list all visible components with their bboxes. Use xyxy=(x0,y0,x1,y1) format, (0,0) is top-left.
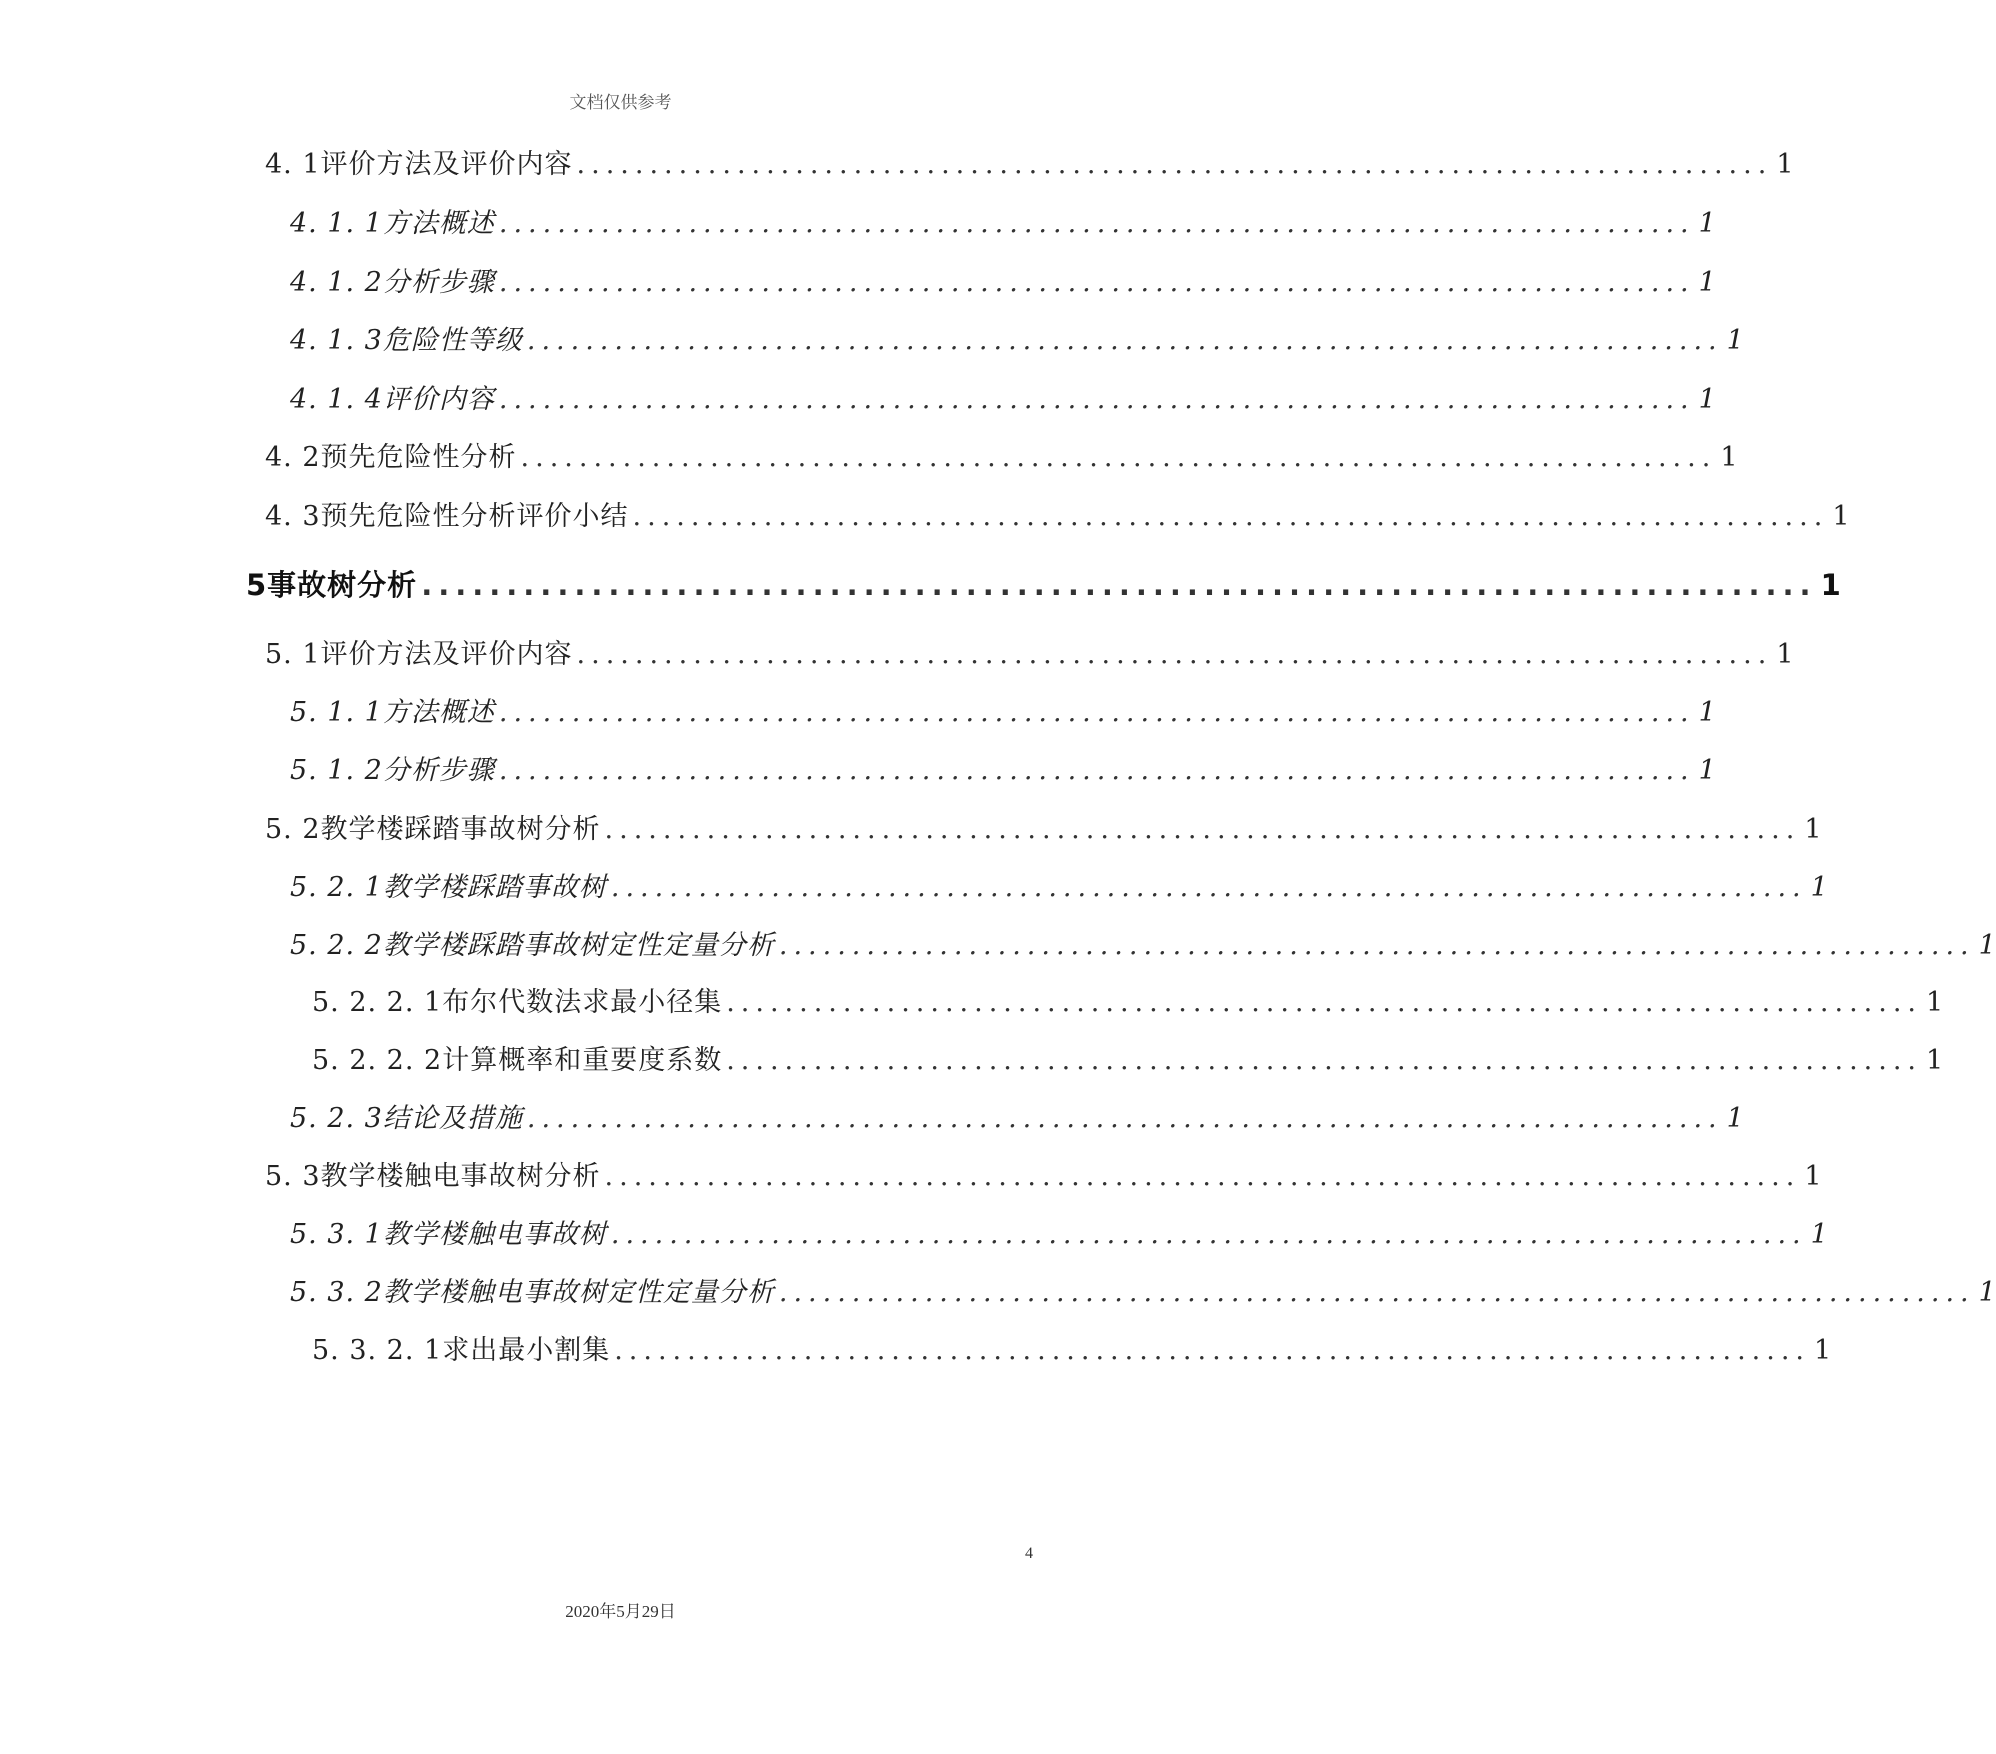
toc-entry-page: 1 xyxy=(1698,384,1716,415)
toc-entry-4-1-1[interactable] xyxy=(290,204,1716,244)
toc-entry-5-3-2-1[interactable] xyxy=(312,1331,1832,1371)
toc-entry-5-2-3[interactable] xyxy=(290,1099,1744,1139)
toc-dot-leader: .................................................................................. xyxy=(726,987,1922,1018)
toc-dot-leader: .................................................................................. xyxy=(576,639,1773,670)
toc-entry-label: 5. 1. 2分析步骤 xyxy=(290,755,495,786)
toc-dot-leader: .................................................................................. xyxy=(726,1045,1922,1076)
toc-dot-leader: .................................................................................. xyxy=(498,697,1695,728)
toc-dot-leader: .................................................................................. xyxy=(498,267,1695,298)
toc-entry-label: 5. 2. 2. 1布尔代数法求最小径集 xyxy=(312,987,723,1018)
page-footer-date: 2020年5月29日 xyxy=(565,1602,676,1621)
toc-dot-leader: .................................................................................. xyxy=(778,930,1975,961)
toc-entry-5-2-2-2[interactable] xyxy=(312,1041,1944,1081)
toc-dot-leader: .................................................................................. xyxy=(498,755,1695,786)
toc-dot-leader: .................................................................................. xyxy=(526,1103,1723,1134)
toc-entry-label: 4. 1. 2分析步骤 xyxy=(290,267,495,298)
toc-entry-5-2[interactable] xyxy=(265,810,1822,850)
toc-entry-5-2-2[interactable] xyxy=(290,926,1996,966)
toc-entry-5-3[interactable] xyxy=(265,1157,1822,1197)
toc-entry-page: 1 xyxy=(1926,987,1944,1018)
toc-entry-page: 1 xyxy=(1926,1045,1944,1076)
toc-entry-page: 1 xyxy=(1810,872,1828,903)
toc-entry-label: 4. 1评价方法及评价内容 xyxy=(265,149,573,180)
toc-entry-page: 1 xyxy=(1698,697,1716,728)
toc-entry-page: 1 xyxy=(1776,149,1794,180)
toc-dot-leader: .................................................................................. xyxy=(498,208,1695,239)
toc-dot-leader: .................................................................................. xyxy=(498,384,1695,415)
toc-entry-page: 1 xyxy=(1698,208,1716,239)
toc-entry-label: 5. 3. 1教学楼触电事故树 xyxy=(290,1219,607,1250)
toc-entry-label: 5. 2教学楼踩踏事故树分析 xyxy=(265,814,601,845)
toc-entry-label: 5. 2. 2教学楼踩踏事故树定性定量分析 xyxy=(290,930,775,961)
toc-entry-page: 1 xyxy=(1978,1277,1996,1308)
toc-entry-page: 1 xyxy=(1820,568,1841,602)
toc-dot-leader: .................................................................................. xyxy=(632,501,1829,532)
toc-entry-5-3-2[interactable] xyxy=(290,1273,1996,1313)
toc-entry-label: 5. 1. 1方法概述 xyxy=(290,697,495,728)
toc-entry-label: 4. 1. 1方法概述 xyxy=(290,208,495,239)
toc-entry-4-1-3[interactable] xyxy=(290,321,1744,361)
toc-entry-5-2-2-1[interactable] xyxy=(312,983,1944,1023)
toc-entry-page: 1 xyxy=(1726,325,1744,356)
toc-entry-page: 1 xyxy=(1814,1335,1832,1366)
toc-entry-label: 4. 1. 3危险性等级 xyxy=(290,325,523,356)
toc-dot-leader: .................................................................................. xyxy=(604,1161,1801,1192)
toc-entry-page: 1 xyxy=(1810,1219,1828,1250)
toc-entry-page: 1 xyxy=(1978,930,1996,961)
toc-entry-label: 5. 3. 2教学楼触电事故树定性定量分析 xyxy=(290,1277,775,1308)
toc-entry-page: 1 xyxy=(1804,1161,1822,1192)
toc-entry-5-1-2[interactable] xyxy=(290,751,1716,791)
page-number: 4 xyxy=(1025,1545,1033,1562)
toc-entry-4-2[interactable] xyxy=(265,438,1738,478)
page-header: 文档仅供参考 xyxy=(569,93,672,113)
toc-entry-page: 1 xyxy=(1776,639,1794,670)
toc-entry-label: 5. 3. 2. 1求出最小割集 xyxy=(312,1335,611,1366)
toc-entry-label: 5. 1评价方法及评价内容 xyxy=(265,639,573,670)
toc-dot-leader: .................................................................................. xyxy=(526,325,1723,356)
toc-entry-label: 5. 2. 2. 2计算概率和重要度系数 xyxy=(312,1045,723,1076)
toc-entry-4-1[interactable] xyxy=(265,145,1794,185)
toc-entry-page: 1 xyxy=(1698,755,1716,786)
toc-dot-leader: .................................................................................. xyxy=(576,149,1773,180)
toc-entry-page: 1 xyxy=(1698,267,1716,298)
toc-dot-leader: .................................................................................. xyxy=(520,442,1717,473)
toc-entry-page: 1 xyxy=(1726,1103,1744,1134)
toc-dot-leader: .................................................................................. xyxy=(610,872,1807,903)
toc-entry-5[interactable] xyxy=(246,565,1841,605)
toc-entry-label: 4. 2预先危险性分析 xyxy=(265,442,517,473)
toc-dot-leader: .................................................................................. xyxy=(778,1277,1975,1308)
toc-entry-page: 1 xyxy=(1720,442,1738,473)
toc-entry-label: 5. 3教学楼触电事故树分析 xyxy=(265,1161,601,1192)
toc-entry-page: 1 xyxy=(1832,501,1850,532)
toc-dot-leader: .................................................................................. xyxy=(604,814,1801,845)
toc-dot-leader: .................................................................................. xyxy=(614,1335,1810,1366)
toc-entry-5-2-1[interactable] xyxy=(290,868,1828,908)
toc-entry-4-1-2[interactable] xyxy=(290,263,1716,303)
toc-entry-label: 5. 2. 3结论及措施 xyxy=(290,1103,523,1134)
toc-entry-label: 4. 3预先危险性分析评价小结 xyxy=(265,501,629,532)
toc-entry-5-3-1[interactable] xyxy=(290,1215,1828,1255)
toc-entry-5-1-1[interactable] xyxy=(290,693,1716,733)
toc-entry-4-1-4[interactable] xyxy=(290,380,1716,420)
toc-entry-page: 1 xyxy=(1804,814,1822,845)
toc-entry-label: 5事故树分析 xyxy=(246,568,418,602)
toc-entry-label: 5. 2. 1教学楼踩踏事故树 xyxy=(290,872,607,903)
toc-entry-5-1[interactable] xyxy=(265,635,1794,675)
toc-entry-4-3[interactable] xyxy=(265,497,1850,537)
toc-dot-leader: .................................................................................. xyxy=(610,1219,1807,1250)
toc-dot-leader: .................................................................................. xyxy=(421,568,1817,602)
toc-entry-label: 4. 1. 4评价内容 xyxy=(290,384,495,415)
